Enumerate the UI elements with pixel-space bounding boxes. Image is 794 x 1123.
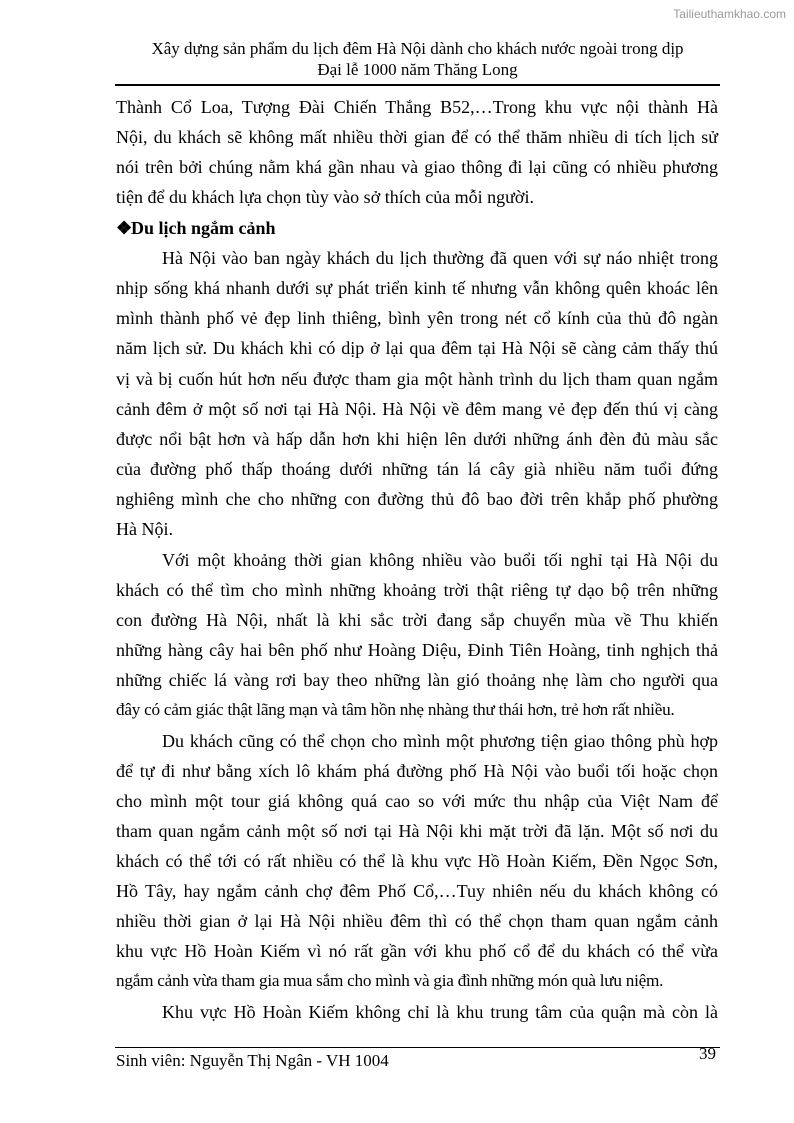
- body-line: nhiều thời gian ở lại Hà Nội nhiều đêm thì có thể chọn tham quan ngắm cảnh: [116, 911, 718, 931]
- page-number: 39: [699, 1044, 716, 1063]
- section-heading: [116, 213, 276, 243]
- body-line: tiện để du khách lựa chọn tùy vào sở thích của mỗi người.: [116, 187, 534, 207]
- body-line: nhịp sống khá nhanh dưới sự phát triển kinh tế nhưng vẫn không quên khoác lên: [116, 278, 718, 298]
- body-line: vị và bị cuốn hút hơn nếu được tham gia một hành trình du lịch tham quan ngắm: [116, 369, 718, 389]
- body-line: Du khách cũng có thể chọn cho mình một phương tiện giao thông phù hợp: [162, 731, 718, 751]
- body-line: Hồ Tây, hay ngắm cảnh chợ đêm Phố Cổ,…Tuy nhiên nếu du khách không có: [116, 881, 718, 901]
- body-line: khu vực Hồ Hoàn Kiếm vì nó rất gần với khu phố cổ để du khách có thể vừa: [116, 941, 718, 961]
- header-line-2: Đại lễ 1000 năm Thăng Long: [317, 60, 518, 79]
- footer-student: Sinh viên: Nguyễn Thị Ngân - VH 1004: [116, 1051, 389, 1070]
- body-line: Hà Nội vào ban ngày khách du lịch thường đã quen với sự náo nhiệt trong: [162, 248, 718, 268]
- body-line: ngắm cảnh vừa tham gia mua sắm cho mình và gia đình những món quà lưu niệm.: [116, 971, 664, 990]
- body-line: năm lịch sử. Du khách khi có dịp ở lại qua đêm tại Hà Nội sẽ càng cảm thấy thú: [116, 338, 718, 358]
- body-line: Hà Nội.: [116, 519, 173, 539]
- body-line: nghiêng mình che cho những con đường thủ đô bao đời trên khắp phố phường: [116, 489, 718, 509]
- body-line: khách có thể tới có rất nhiều có thể là khu vực Hồ Hoàn Kiếm, Đền Ngọc Sơn,: [116, 851, 718, 871]
- header-divider: [115, 84, 720, 86]
- body-line: Khu vực Hồ Hoàn Kiếm không chỉ là khu trung tâm của quận mà còn là: [162, 1002, 718, 1022]
- watermark: Tailieuthamkhao.com: [673, 7, 786, 21]
- running-header: [100, 38, 735, 80]
- body-line: Nội, du khách sẽ không mất nhiều thời gian để có thể thăm nhiều di tích lịch sử: [116, 127, 718, 147]
- body-line: được nổi bật hơn và hấp dẫn hơn khi hiện lên dưới những ánh đèn đủ màu sắc: [116, 429, 718, 449]
- body-line: những hàng cây hai bên phố như Hoàng Diệu, Đinh Tiên Hoàng, tinh nghịch thả: [116, 640, 718, 660]
- body-line: Thành Cổ Loa, Tượng Đài Chiến Thắng B52,…Trong khu vực nội thành Hà: [116, 97, 718, 117]
- body-line: con đường Hà Nội, nhất là khi sắc trời đang sắp chuyển mùa về Thu khiến: [116, 610, 718, 630]
- body-line: khách có thể tìm cho mình những khoảng trời thật riêng tự dạo bộ trên những: [116, 580, 718, 600]
- body-line: cho mình một tour giá không quá cao so với mức thu nhập của Việt Nam để: [116, 791, 718, 811]
- body-line: của đường phố thấp thoáng dưới những tán lá cây già nhiều năm tuổi đứng: [116, 459, 718, 479]
- body-line: mình thành phố vẻ đẹp linh thiêng, bình yên trong nét cổ kính của thủ đô ngàn: [116, 308, 718, 328]
- body-line: để tự đi như bằng xích lô khám phá đường phố Hà Nội vào buổi tối hoặc chọn: [116, 761, 718, 781]
- section-title: Du lịch ngắm cảnh: [131, 218, 276, 238]
- body-line: cảnh đêm ở một số nơi tại Hà Nội. Hà Nội về đêm mang vẻ đẹp đến thú vị càng: [116, 399, 718, 419]
- body-line: Với một khoảng thời gian không nhiều vào buổi tối nghỉ tại Hà Nội du: [162, 550, 718, 570]
- diamond-bullet-icon: ❖: [116, 218, 133, 238]
- body-line: những chiếc lá vàng rơi bay theo những làn gió thoảng nhẹ làm cho người qua: [116, 670, 718, 690]
- body-line: đây có cảm giác thật lãng mạn và tâm hồn nhẹ nhàng thư thái hơn, trẻ hơn rất nhiều.: [116, 700, 675, 719]
- footer-divider: [115, 1047, 720, 1048]
- body-line: tham quan ngắm cảnh một số nơi tại Hà Nội khi mặt trời đã lặn. Một số nơi du: [116, 821, 718, 841]
- body-line: nói trên bởi chúng nằm khá gần nhau và giao thông đi lại cũng có nhiều phương: [116, 157, 718, 177]
- header-line-1: Xây dựng sản phẩm du lịch đêm Hà Nội dành cho khách nước ngoài trong dịp: [151, 39, 684, 58]
